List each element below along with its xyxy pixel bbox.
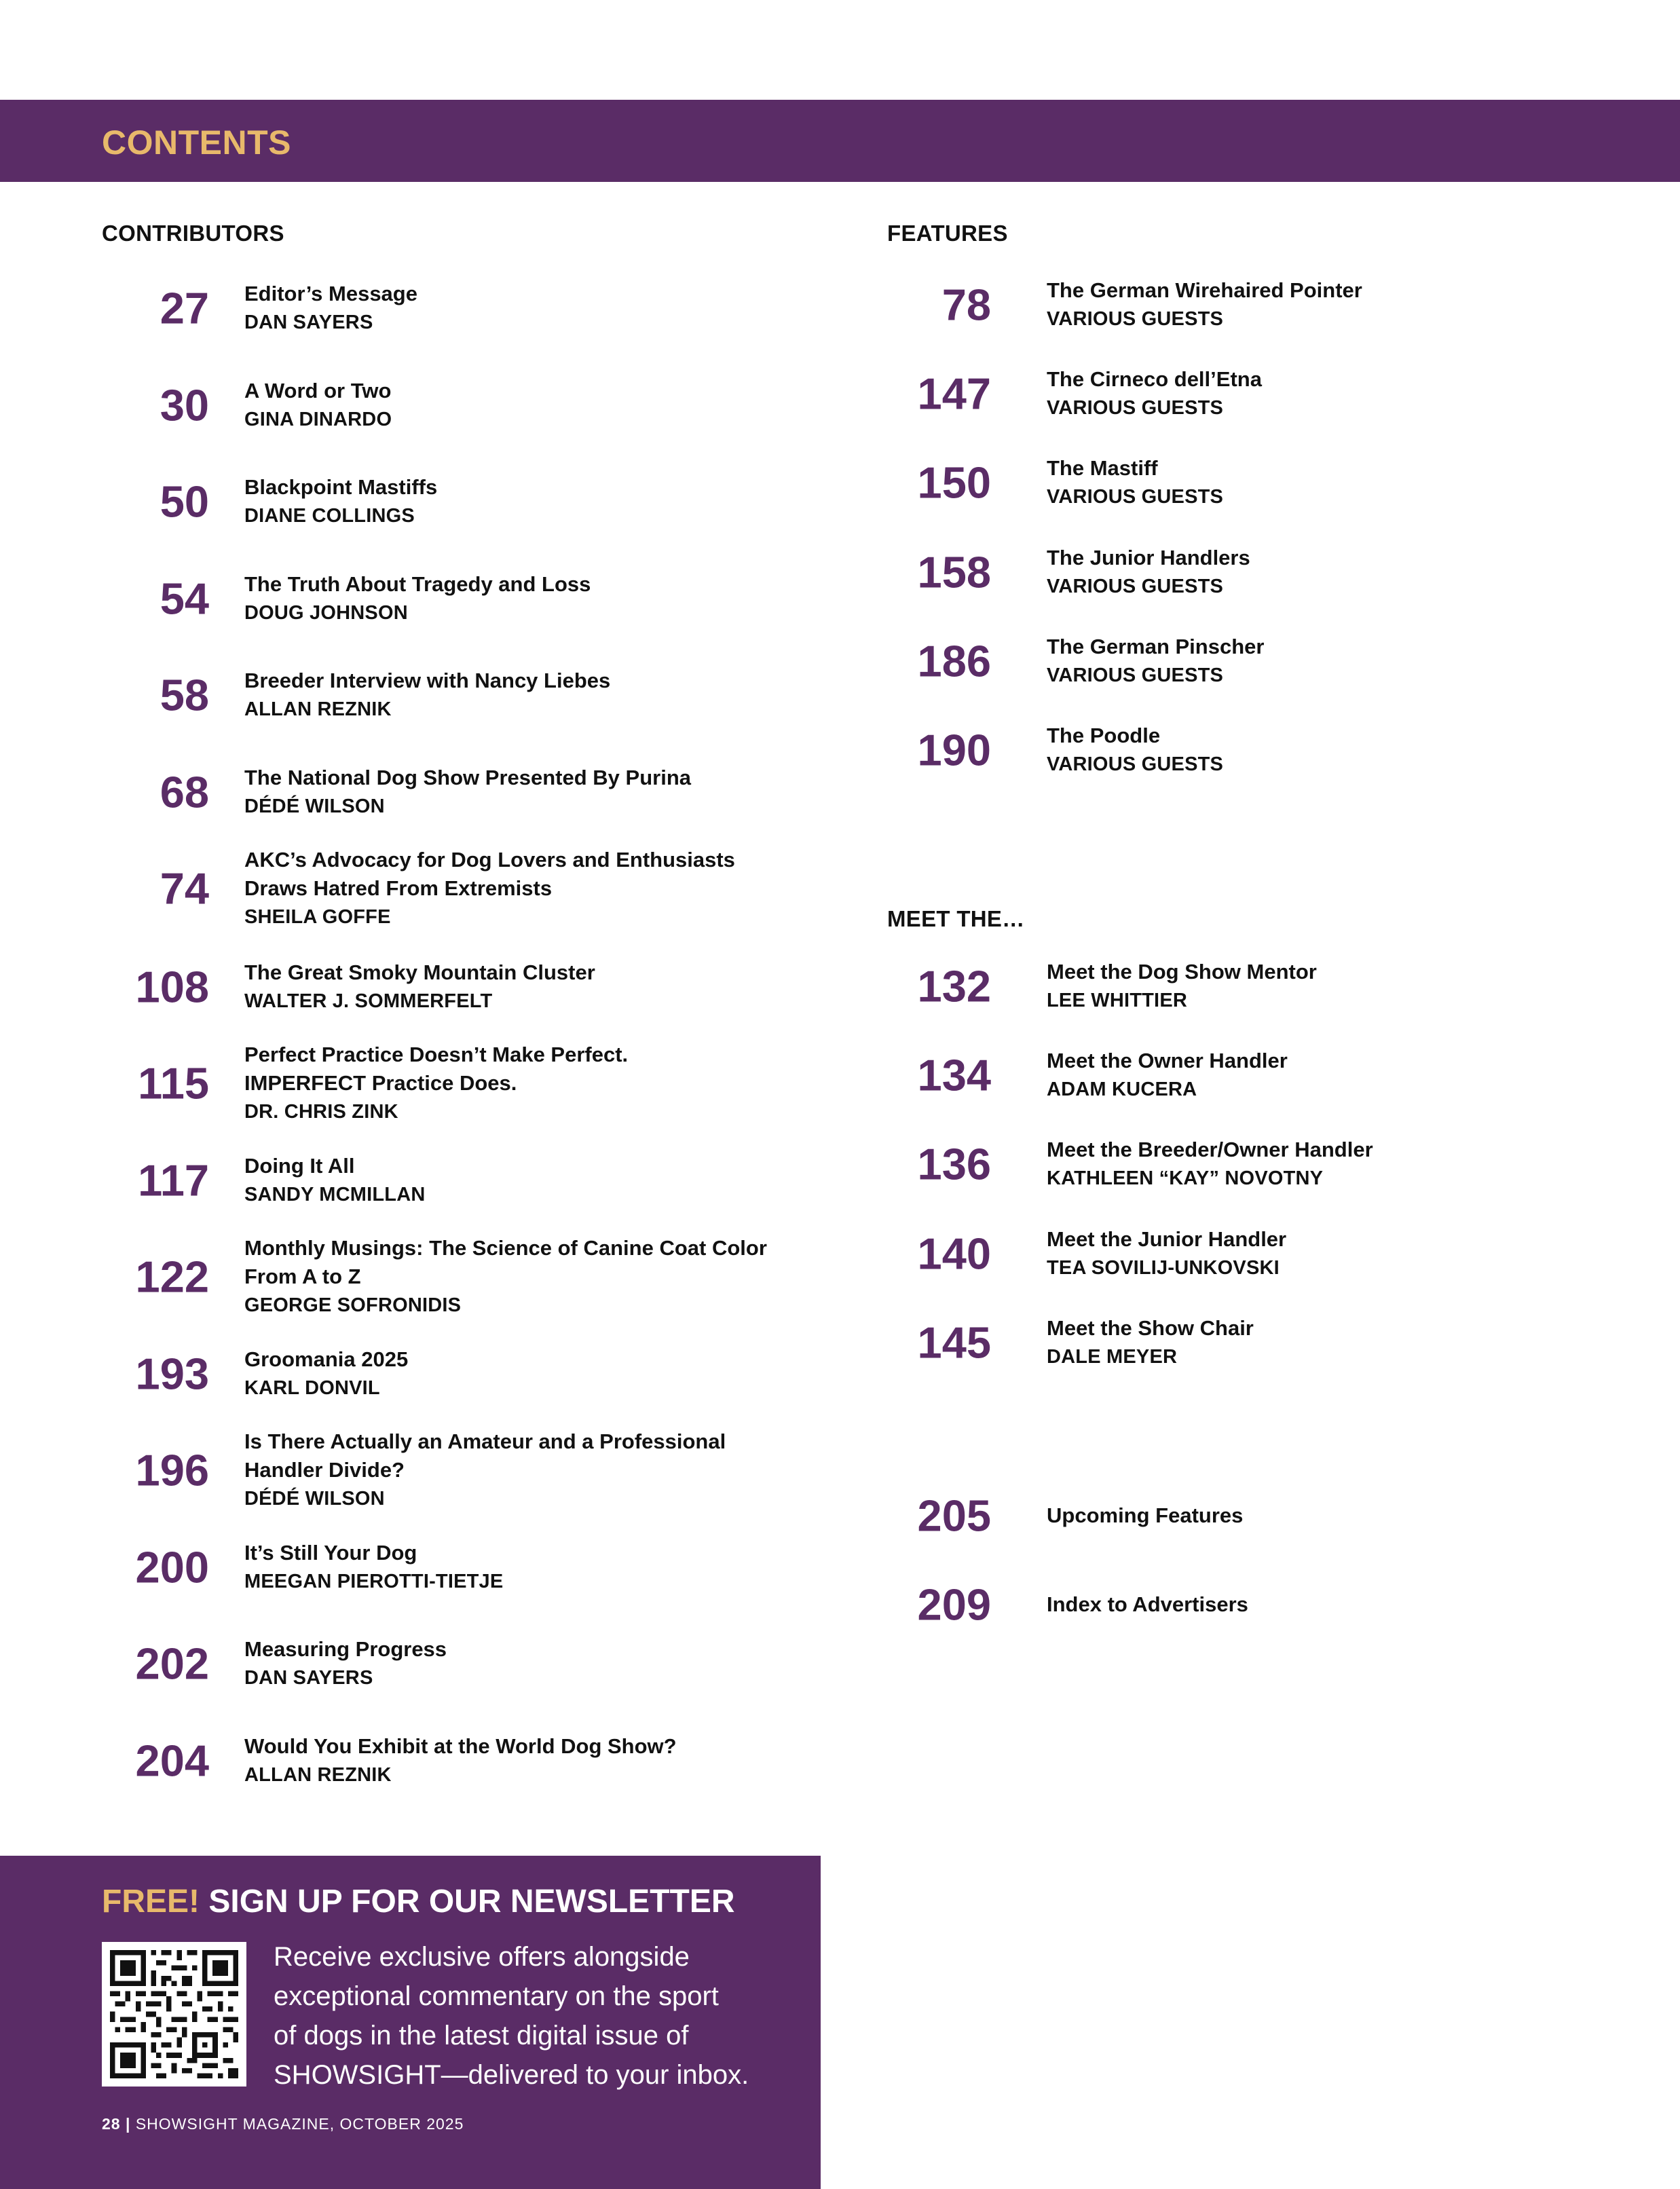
toc-entry-150[interactable] <box>801 438 1500 527</box>
entry-author: KATHLEEN “KAY” NOVOTNY <box>1047 1167 1324 1189</box>
page-number: 117 <box>138 1155 209 1205</box>
toc-entry-196[interactable] <box>102 1426 801 1514</box>
toc-entry-205[interactable] <box>801 1472 1500 1560</box>
section-contributors-label: CONTRIBUTORS <box>102 221 284 246</box>
page-number: 147 <box>917 369 991 419</box>
entry-author: SHEILA GOFFE <box>244 906 391 928</box>
entry-author: SANDY MCMILLAN <box>244 1184 426 1205</box>
entry-title: The Mastiff <box>1047 456 1158 480</box>
entry-title: A Word or Two <box>244 379 392 403</box>
page-number: 134 <box>917 1050 991 1100</box>
entry-author: MEEGAN PIEROTTI-TIETJE <box>244 1571 504 1592</box>
newsletter-signup-text: SIGN UP FOR OUR NEWSLETTER <box>208 1884 735 1920</box>
qr-code-icon[interactable] <box>102 1942 246 2087</box>
toc-entry-145[interactable] <box>801 1298 1500 1387</box>
entry-author: VARIOUS GUESTS <box>1047 397 1224 419</box>
page-number: 122 <box>135 1252 209 1302</box>
newsletter-line: exceptional commentary on the sport <box>274 1981 719 2011</box>
entry-author: ALLAN REZNIK <box>244 698 392 720</box>
entry-author: VARIOUS GUESTS <box>1047 308 1224 330</box>
page-number: 190 <box>917 725 991 775</box>
toc-entry-68[interactable] <box>102 748 801 836</box>
entry-author: KARL DONVIL <box>244 1377 380 1399</box>
entry-title: The Poodle <box>1047 724 1161 747</box>
page-number: 150 <box>917 457 991 508</box>
entry-title: The Junior Handlers <box>1047 546 1250 569</box>
entry-title: Upcoming Features <box>1047 1503 1244 1527</box>
toc-entry-30[interactable] <box>102 361 801 449</box>
newsletter-line: Receive exclusive offers alongside <box>274 1942 690 1972</box>
entry-author: DAN SAYERS <box>244 1667 373 1689</box>
entry-author: TEA SOVILIJ-UNKOVSKI <box>1047 1257 1280 1279</box>
page-number: 54 <box>160 574 209 624</box>
page-number: 30 <box>160 380 209 430</box>
page-number: 193 <box>135 1349 209 1399</box>
toc-entry-27[interactable] <box>102 264 801 352</box>
entry-title: Breeder Interview with Nancy Liebes <box>244 669 611 692</box>
entry-title-line2: From A to Z <box>244 1265 361 1288</box>
page-number: 209 <box>917 1579 991 1630</box>
entry-title-line2: Draws Hatred From Extremists <box>244 876 553 900</box>
qr-code-graphic <box>110 1950 238 2078</box>
page-number: 202 <box>135 1639 209 1689</box>
entry-author: GEORGE SOFRONIDIS <box>244 1294 462 1316</box>
page-number: 132 <box>917 961 991 1011</box>
entry-author: VARIOUS GUESTS <box>1047 753 1224 775</box>
page-number: 205 <box>917 1491 991 1541</box>
entry-title: Meet the Show Chair <box>1047 1316 1254 1340</box>
entry-author: DÉDÉ WILSON <box>244 796 385 817</box>
entry-title: Index to Advertisers <box>1047 1592 1248 1616</box>
entry-author: DOUG JOHNSON <box>244 602 408 624</box>
entry-title: Meet the Owner Handler <box>1047 1049 1288 1072</box>
free-label: FREE! <box>102 1884 200 1920</box>
toc-entry-140[interactable] <box>801 1210 1500 1298</box>
page-footer <box>102 2115 464 2133</box>
section-features-label: FEATURES <box>887 221 1008 246</box>
entry-title: Meet the Dog Show Mentor <box>1047 960 1317 984</box>
entry-author: VARIOUS GUESTS <box>1047 665 1224 686</box>
entry-title: Doing It All <box>244 1154 355 1178</box>
page-number: 58 <box>160 670 209 720</box>
entry-title: Meet the Breeder/Owner Handler <box>1047 1138 1373 1161</box>
page-number: 204 <box>135 1736 209 1786</box>
entry-author: DIANE COLLINGS <box>244 505 415 527</box>
toc-entry-117[interactable] <box>102 1136 801 1224</box>
folio-publication: SHOWSIGHT MAGAZINE, OCTOBER 2025 <box>135 2115 464 2133</box>
toc-entry-202[interactable] <box>102 1620 801 1708</box>
page-number: 27 <box>160 283 209 333</box>
entry-author: VARIOUS GUESTS <box>1047 576 1224 597</box>
toc-entry-50[interactable] <box>102 457 801 546</box>
toc-entry-200[interactable] <box>102 1523 801 1611</box>
entry-title-line2: IMPERFECT Practice Does. <box>244 1071 517 1095</box>
entry-title: Blackpoint Mastiffs <box>244 475 438 499</box>
entry-author: ALLAN REZNIK <box>244 1764 392 1786</box>
toc-entry-108[interactable] <box>102 943 801 1031</box>
toc-entry-193[interactable] <box>102 1330 801 1418</box>
page-number: 115 <box>138 1058 209 1108</box>
page-number: 78 <box>941 280 991 330</box>
entry-title: Groomania 2025 <box>244 1347 409 1371</box>
toc-entry-122[interactable] <box>102 1233 801 1321</box>
contents-header <box>0 100 1680 182</box>
folio-page-number: 28 <box>102 2115 121 2133</box>
entry-author: LEE WHITTIER <box>1047 990 1188 1011</box>
toc-entry-134[interactable] <box>801 1031 1500 1119</box>
entry-author: GINA DINARDO <box>244 409 392 430</box>
entry-title: It’s Still Your Dog <box>244 1541 417 1565</box>
entry-title-line2: Handler Divide? <box>244 1458 405 1482</box>
page-title: CONTENTS <box>102 124 291 162</box>
entry-title: Would You Exhibit at the World Dog Show? <box>244 1734 677 1758</box>
page-number: 200 <box>135 1542 209 1592</box>
toc-entry-186[interactable] <box>801 617 1500 705</box>
newsletter-promo <box>0 1856 821 2189</box>
entry-author: WALTER J. SOMMERFELT <box>244 990 493 1012</box>
page-number: 145 <box>917 1317 991 1368</box>
entry-title: The German Pinscher <box>1047 635 1265 658</box>
page-number: 140 <box>917 1229 991 1279</box>
page-number: 68 <box>160 767 209 817</box>
toc-entry-204[interactable] <box>102 1717 801 1805</box>
entry-title-line1: Monthly Musings: The Science of Canine Coat Color <box>244 1236 767 1260</box>
entry-title: The Cirneco dell’Etna <box>1047 367 1262 391</box>
entry-title: The Truth About Tragedy and Loss <box>244 572 591 596</box>
toc-entry-115[interactable] <box>102 1039 801 1127</box>
entry-title: The Great Smoky Mountain Cluster <box>244 960 595 984</box>
entry-author: VARIOUS GUESTS <box>1047 486 1224 508</box>
newsletter-line: of dogs in the latest digital issue of <box>274 2021 689 2051</box>
entry-author: DR. CHRIS ZINK <box>244 1101 398 1123</box>
entry-title-line1: Perfect Practice Doesn’t Make Perfect. <box>244 1043 629 1066</box>
toc-entry-132[interactable] <box>801 942 1500 1030</box>
entry-title-line1: Is There Actually an Amateur and a Professional <box>244 1429 726 1453</box>
toc-entry-54[interactable] <box>102 555 801 643</box>
entry-title: Meet the Junior Handler <box>1047 1227 1287 1251</box>
toc-entry-190[interactable] <box>801 706 1500 794</box>
page-number: 108 <box>135 962 209 1012</box>
toc-entry-158[interactable] <box>801 528 1500 616</box>
newsletter-headline <box>102 1883 735 1920</box>
entry-title: Editor’s Message <box>244 282 417 305</box>
entry-title-line1: AKC’s Advocacy for Dog Lovers and Enthusiasts <box>244 848 735 872</box>
page-number: 74 <box>160 863 209 914</box>
page-number: 158 <box>917 547 991 597</box>
toc-entry-209[interactable] <box>801 1560 1500 1649</box>
page-number: 186 <box>917 636 991 686</box>
entry-author: DALE MEYER <box>1047 1346 1178 1368</box>
page-number: 50 <box>160 476 209 527</box>
toc-entry-74[interactable] <box>102 844 801 933</box>
entry-author: ADAM KUCERA <box>1047 1079 1197 1100</box>
page-number: 136 <box>917 1139 991 1189</box>
folio-separator: | <box>125 2115 131 2133</box>
toc-entry-78[interactable] <box>801 261 1500 349</box>
toc-entry-58[interactable] <box>102 651 801 739</box>
entry-title: The National Dog Show Presented By Purina <box>244 766 691 789</box>
page-number: 196 <box>135 1445 209 1495</box>
section-meet-label: MEET THE… <box>887 906 1025 931</box>
toc-entry-136[interactable] <box>801 1120 1500 1208</box>
entry-author: DÉDÉ WILSON <box>244 1488 385 1510</box>
toc-entry-147[interactable] <box>801 350 1500 438</box>
entry-author: DAN SAYERS <box>244 312 373 333</box>
newsletter-line: SHOWSIGHT—delivered to your inbox. <box>274 2060 749 2090</box>
entry-title: The German Wirehaired Pointer <box>1047 278 1362 302</box>
newsletter-description <box>274 1937 789 2095</box>
entry-title: Measuring Progress <box>244 1637 447 1661</box>
